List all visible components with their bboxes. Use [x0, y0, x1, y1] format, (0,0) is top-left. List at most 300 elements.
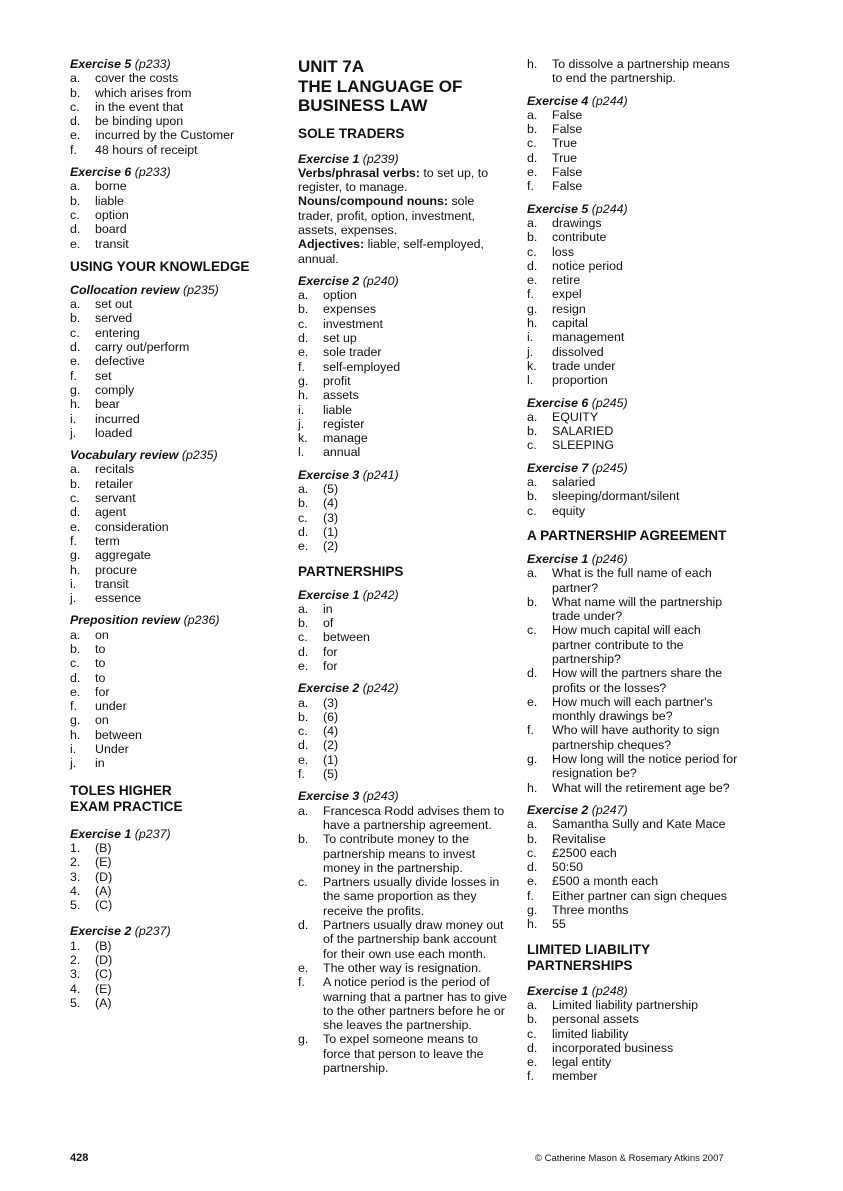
item-label: a. — [527, 817, 538, 832]
list-item — [527, 903, 742, 917]
exercise-block — [527, 984, 742, 1084]
list-item — [298, 724, 508, 738]
item-text: cover the costs — [95, 71, 179, 86]
exercise-title: Exercise 7 (p245) — [527, 460, 628, 475]
item-label: j. — [70, 425, 77, 440]
exercise-title: Exercise 5 (p233) — [70, 57, 171, 71]
item-label: a. — [527, 475, 538, 490]
list-item — [527, 424, 742, 438]
item-text: Either partner can sign cheques — [552, 888, 727, 903]
list-item — [298, 602, 508, 616]
verbs-paragraph: Verbs/phrasal verbs: to set up, to register, to manage. — [298, 165, 489, 195]
item-label: f. — [298, 975, 305, 990]
item-label: a. — [70, 462, 81, 477]
list-item — [70, 397, 270, 411]
list-item — [298, 525, 508, 539]
exercise-title: Exercise 4 (p244) — [527, 93, 628, 108]
item-text: (D) — [95, 953, 113, 968]
item-label: e. — [298, 659, 309, 673]
list-item — [298, 645, 508, 659]
middle-column — [298, 57, 508, 1075]
list-item — [527, 359, 742, 373]
item-text: (3) — [323, 695, 339, 710]
item-text: The other way is resignation. — [323, 960, 482, 975]
list-item — [298, 1032, 508, 1075]
exercise-block — [70, 165, 270, 251]
item-text: borne — [95, 179, 127, 194]
item-label: 3. — [70, 967, 81, 982]
list-item — [70, 86, 270, 100]
exercise-title: Exercise 2 (p247) — [527, 802, 628, 817]
exercise-title: Exercise 3 (p241) — [298, 467, 399, 482]
exercise-title: Exercise 5 (p244) — [527, 201, 628, 216]
item-text: which arises from — [95, 85, 192, 100]
list-item — [298, 539, 508, 553]
item-label: a. — [527, 107, 538, 122]
item-label: j. — [70, 591, 77, 606]
item-text: (2) — [323, 738, 339, 753]
item-label: j. — [527, 344, 534, 359]
exercise-title: Exercise 6 (p233) — [70, 165, 171, 180]
item-text: investment — [323, 316, 383, 331]
exercise-block — [298, 789, 508, 1075]
list-item — [527, 259, 742, 273]
item-text: in — [95, 756, 105, 771]
list-item — [70, 967, 270, 981]
list-item — [527, 345, 742, 359]
item-text: A notice period is the period of warning that a partner has to give to the other partners before he or she leaves the partnership. — [323, 975, 507, 1033]
list-item — [527, 122, 742, 136]
item-label: e. — [70, 236, 81, 251]
list-item — [70, 311, 270, 325]
item-text: in — [323, 601, 333, 616]
list-item — [70, 194, 270, 208]
item-text: option — [323, 288, 357, 303]
item-label: 5. — [70, 898, 81, 913]
exercise-block — [527, 552, 742, 795]
list-item — [527, 438, 742, 452]
list-item — [70, 71, 270, 85]
list-item — [527, 917, 742, 931]
list-item — [298, 496, 508, 510]
list-item — [70, 855, 270, 869]
item-text: equity — [552, 503, 586, 518]
page-number: 428 — [70, 1152, 89, 1164]
item-text: legal entity — [552, 1055, 612, 1070]
list-item — [527, 475, 742, 489]
list-item — [70, 577, 270, 591]
item-text: capital — [552, 316, 588, 331]
item-label: e. — [70, 519, 81, 534]
item-text: register — [323, 416, 365, 431]
list-item — [298, 696, 508, 710]
exercise-title: Exercise 1 (p248) — [527, 983, 628, 998]
item-text: (4) — [323, 496, 339, 511]
item-text: defective — [95, 354, 145, 369]
item-label: f. — [527, 723, 534, 738]
list-item — [298, 345, 508, 359]
unit-title — [298, 57, 508, 116]
item-label: b. — [527, 230, 538, 245]
item-label: i. — [298, 402, 305, 417]
exercise-block — [527, 202, 742, 388]
item-label: e. — [527, 694, 538, 709]
item-label: b. — [70, 193, 81, 208]
item-text: How long will the notice period for resignation be? — [552, 752, 738, 781]
list-item — [527, 165, 742, 179]
item-label: c. — [298, 316, 308, 331]
list-item — [527, 695, 742, 724]
item-label: a. — [298, 601, 309, 616]
item-label: h. — [70, 562, 81, 577]
item-label: c. — [527, 503, 537, 518]
item-text: aggregate — [95, 548, 151, 563]
item-text: to — [95, 641, 106, 656]
item-text: To expel someone means to force that person to leave the partnership. — [323, 1032, 484, 1076]
item-text: False — [552, 179, 583, 194]
list-item — [70, 713, 270, 727]
list-item — [70, 628, 270, 642]
list-item — [70, 297, 270, 311]
list-item — [298, 388, 508, 402]
item-text: to — [95, 670, 106, 685]
item-label: e. — [527, 1055, 538, 1070]
exercise-title: Exercise 2 (p242) — [298, 681, 399, 696]
item-label: d. — [298, 738, 309, 753]
list-item — [527, 330, 742, 344]
list-item — [70, 520, 270, 534]
item-label: e. — [70, 128, 81, 143]
item-label: h. — [527, 780, 538, 795]
list-item — [298, 832, 508, 875]
list-item — [298, 482, 508, 496]
item-text: incorporated business — [552, 1040, 674, 1055]
list-item — [298, 616, 508, 630]
item-text: (D) — [95, 869, 113, 884]
item-label: c. — [298, 630, 308, 645]
list-item — [70, 685, 270, 699]
item-label: a. — [527, 997, 538, 1012]
item-text: (E) — [95, 855, 112, 870]
exercise-title: Preposition review (p236) — [70, 613, 220, 628]
item-text: bear — [95, 397, 120, 412]
item-label: d. — [527, 150, 538, 165]
item-text: (4) — [323, 724, 339, 739]
item-text: (2) — [323, 539, 339, 554]
item-text: expenses — [323, 302, 377, 317]
list-item — [527, 1055, 742, 1069]
item-text: limited liability — [552, 1026, 629, 1041]
list-item — [70, 841, 270, 855]
item-text: What is the full name of each partner? — [552, 566, 712, 595]
item-label: d. — [70, 505, 81, 520]
item-label: g. — [70, 548, 81, 563]
list-item — [70, 222, 270, 236]
list-item — [527, 216, 742, 230]
list-item — [298, 445, 508, 459]
list-item — [527, 151, 742, 165]
item-label: 1. — [70, 840, 81, 855]
list-item — [298, 374, 508, 388]
list-item — [298, 738, 508, 752]
item-label: c. — [298, 875, 308, 890]
item-label: d. — [70, 114, 81, 129]
list-item — [527, 623, 742, 666]
item-label: d. — [70, 222, 81, 237]
item-label: f. — [298, 359, 305, 374]
item-text: annual — [323, 445, 361, 460]
list-item — [527, 1041, 742, 1055]
item-label: b. — [70, 85, 81, 100]
item-text: in the event that — [95, 99, 184, 114]
right-column — [527, 57, 742, 1084]
list-item — [527, 245, 742, 259]
list-item — [527, 889, 742, 903]
item-label: e. — [298, 345, 309, 360]
list-item — [298, 710, 508, 724]
item-text: (5) — [323, 482, 339, 497]
list-item — [70, 548, 270, 562]
item-text: profit — [323, 373, 351, 388]
item-label: f. — [70, 533, 77, 548]
item-text: term — [95, 533, 120, 548]
item-label: a. — [298, 695, 309, 710]
item-text: What will the retirement age be? — [552, 780, 730, 795]
list-item — [527, 230, 742, 244]
item-label: a. — [527, 566, 538, 581]
item-text: under — [95, 699, 127, 714]
item-label: c. — [527, 623, 537, 638]
item-text: proportion — [552, 373, 608, 388]
item-text: How will the partners share the profits or the losses? — [552, 666, 723, 695]
item-label: b. — [298, 496, 309, 511]
item-text: incurred by the Customer — [95, 128, 235, 143]
list-item — [70, 591, 270, 605]
list-item — [298, 961, 508, 975]
list-item — [70, 870, 270, 884]
list-item — [298, 431, 508, 445]
item-label: l. — [298, 445, 305, 460]
item-text: (A) — [95, 995, 112, 1010]
item-label: g. — [527, 301, 538, 316]
item-text: contribute — [552, 230, 607, 245]
list-item — [527, 846, 742, 860]
item-label: 4. — [70, 883, 81, 898]
item-label: b. — [298, 709, 309, 724]
item-label: i. — [70, 742, 77, 757]
exercise-title: Exercise 2 (p240) — [298, 273, 399, 288]
section-heading-line: PARTNERSHIPS — [527, 957, 633, 973]
section-heading-line: EXAM PRACTICE — [70, 798, 183, 814]
list-item — [70, 491, 270, 505]
item-label: d. — [298, 918, 309, 933]
item-text: Three months — [552, 903, 629, 918]
item-text: trade under — [552, 358, 616, 373]
exercise-block — [70, 827, 270, 913]
list-item — [70, 505, 270, 519]
exercise-block — [298, 468, 508, 554]
item-label: a. — [70, 179, 81, 194]
item-label: d. — [527, 860, 538, 875]
item-label: g. — [298, 1032, 309, 1047]
item-label: 1. — [70, 938, 81, 953]
item-text: comply — [95, 382, 135, 397]
exercise-block — [298, 588, 508, 674]
item-label: f. — [298, 767, 305, 782]
list-item — [70, 898, 270, 912]
item-text: set — [95, 368, 112, 383]
item-text: True — [552, 136, 578, 151]
item-text: sole trader — [323, 345, 382, 360]
exercise-block — [298, 152, 508, 266]
item-label: c. — [70, 207, 80, 222]
list-item — [527, 860, 742, 874]
item-text: between — [323, 630, 370, 645]
item-text: served — [95, 311, 133, 326]
list-item — [70, 326, 270, 340]
item-label: e. — [527, 273, 538, 288]
list-item — [527, 489, 742, 503]
item-label: c. — [70, 99, 80, 114]
list-item — [70, 208, 270, 222]
item-label: g. — [298, 373, 309, 388]
item-label: f. — [527, 888, 534, 903]
list-item — [527, 373, 742, 387]
item-label: i. — [70, 411, 77, 426]
item-label: b. — [70, 476, 81, 491]
item-label: d. — [527, 1040, 538, 1055]
item-label: j. — [298, 416, 305, 431]
list-item — [70, 982, 270, 996]
item-label: f. — [70, 699, 77, 714]
list-item — [298, 767, 508, 781]
item-text: £500 a month each — [552, 874, 659, 889]
item-text: between — [95, 727, 142, 742]
item-text: liable — [95, 193, 124, 208]
list-item — [70, 340, 270, 354]
item-label: 2. — [70, 855, 81, 870]
item-text: member — [552, 1069, 598, 1084]
item-text: (A) — [95, 883, 112, 898]
list-item — [70, 369, 270, 383]
item-text: (C) — [95, 898, 113, 913]
item-text: 55 — [552, 917, 566, 932]
item-label: g. — [527, 752, 538, 767]
list-item — [527, 752, 742, 781]
item-label: b. — [527, 424, 538, 439]
list-item: h. To dissolve a partnership means to end the partnership. — [527, 57, 730, 86]
unit-title-line: THE LANGUAGE OF — [298, 76, 463, 96]
exercise-title: Vocabulary review (p235) — [70, 448, 218, 463]
item-label: b. — [527, 489, 538, 504]
item-text: entering — [95, 325, 140, 340]
list-item — [70, 756, 270, 770]
list-item — [70, 143, 270, 157]
item-text: dissolved — [552, 344, 604, 359]
list-item — [298, 331, 508, 345]
item-label: c. — [527, 438, 537, 453]
list-item — [298, 875, 508, 918]
list-item — [70, 656, 270, 670]
list-item — [298, 753, 508, 767]
list-item — [70, 939, 270, 953]
item-text: set out — [95, 297, 133, 312]
list-item — [70, 426, 270, 440]
exercise-title: Exercise 6 (p245) — [527, 395, 628, 410]
list-item — [298, 659, 508, 673]
item-text: management — [552, 330, 625, 345]
item-text: option — [95, 207, 129, 222]
item-label: h. — [527, 316, 538, 331]
item-label: b. — [70, 311, 81, 326]
list-item — [298, 804, 508, 833]
section-heading-line: LIMITED LIABILITY — [527, 941, 651, 957]
item-label: e. — [70, 684, 81, 699]
item-text: (1) — [323, 752, 339, 767]
list-item — [298, 288, 508, 302]
list-item — [527, 832, 742, 846]
item-text: (B) — [95, 938, 112, 953]
exercise-block — [70, 57, 270, 157]
item-label: b. — [298, 302, 309, 317]
list-item — [527, 566, 742, 595]
list-item — [70, 114, 270, 128]
item-label: d. — [298, 524, 309, 539]
item-text: EQUITY — [552, 409, 599, 424]
item-text: for — [323, 659, 338, 673]
list-item — [527, 136, 742, 150]
item-label: h. — [527, 917, 538, 932]
item-label: g. — [527, 903, 538, 918]
item-label: l. — [527, 373, 534, 388]
list-item — [527, 302, 742, 316]
item-text: (B) — [95, 840, 112, 855]
list-item — [70, 953, 270, 967]
section-heading: USING YOUR KNOWLEDGE — [70, 258, 250, 274]
list-item — [298, 630, 508, 644]
list-item — [527, 1012, 742, 1026]
list-item — [70, 699, 270, 713]
item-text: recitals — [95, 462, 135, 477]
item-text: retailer — [95, 476, 133, 491]
item-label: b. — [527, 594, 538, 609]
list-item — [298, 975, 508, 1032]
list-item — [298, 417, 508, 431]
list-item — [70, 728, 270, 742]
list-item — [70, 477, 270, 491]
item-text: of — [323, 616, 334, 631]
item-label: a. — [298, 482, 309, 497]
item-text: (5) — [323, 767, 339, 782]
item-label: b. — [527, 1012, 538, 1027]
list-item — [70, 237, 270, 251]
list-item — [298, 918, 508, 961]
list-item — [70, 128, 270, 142]
item-label: a. — [298, 803, 309, 818]
exercise-block — [527, 396, 742, 453]
item-text: on — [95, 627, 109, 642]
item-label: f. — [70, 142, 77, 157]
item-label: c. — [527, 845, 537, 860]
item-text: procure — [95, 562, 138, 577]
list-item — [527, 1069, 742, 1083]
item-text: SALARIED — [552, 424, 614, 439]
item-label: a. — [70, 71, 81, 86]
item-text: liable — [323, 402, 352, 417]
list-item — [70, 642, 270, 656]
item-label: e. — [527, 874, 538, 889]
exercise-block — [298, 681, 508, 781]
